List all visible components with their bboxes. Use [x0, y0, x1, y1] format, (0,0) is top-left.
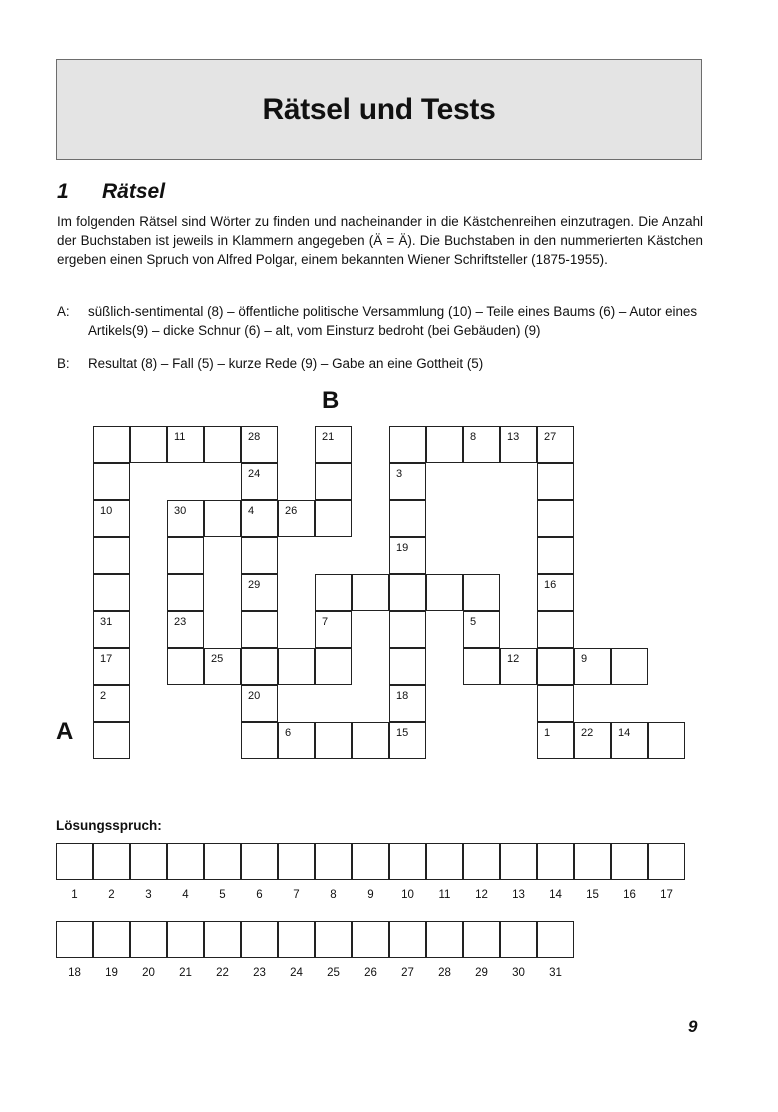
- crossword-cell[interactable]: [389, 722, 426, 759]
- crossword-cell[interactable]: [278, 722, 315, 759]
- page-title: Rätsel und Tests: [262, 92, 496, 126]
- crossword-cell[interactable]: [537, 463, 574, 500]
- solution-box[interactable]: [241, 843, 278, 880]
- crossword-cell[interactable]: [389, 463, 426, 500]
- crossword-cell[interactable]: [426, 574, 463, 611]
- crossword-cell[interactable]: [537, 648, 574, 685]
- crossword-cell[interactable]: [93, 722, 130, 759]
- cell-number: 3: [396, 468, 403, 480]
- crossword-cell[interactable]: [93, 426, 130, 463]
- solution-number: 3: [145, 889, 152, 901]
- solution-box[interactable]: [204, 843, 241, 880]
- solution-box[interactable]: [389, 921, 426, 958]
- crossword-cell[interactable]: [500, 426, 537, 463]
- crossword-cell[interactable]: [93, 574, 130, 611]
- intro-paragraph: Im folgenden Rätsel sind Wörter zu finden und nacheinander in die Kästchenreihen einzutragen. Die Anzahl der Buchstaben ist jeweils in Klammern angegeben (Ä = Ä). Die Buchstaben in den nummerierten Kästchen ergeben einen Spruch von Alfred Polgar, einem bekannten Wiener Schriftsteller (1875-1955).: [57, 214, 703, 267]
- solution-number: 25: [327, 967, 340, 979]
- solution-box[interactable]: [167, 843, 204, 880]
- solution-box[interactable]: [93, 921, 130, 958]
- crossword-cell[interactable]: [574, 648, 611, 685]
- crossword-cell[interactable]: [241, 537, 278, 574]
- crossword-cell[interactable]: [93, 685, 130, 722]
- clue-text: süßlich-sentimental (8) – öffentliche politische Versammlung (10) – Teile eines Baums (6) – Autor eines Artikels(9) – dicke Schnur (6) – alt, vom Einsturz bedroht (bei Gebäuden) (9): [88, 304, 698, 338]
- crossword-cell[interactable]: [389, 648, 426, 685]
- crossword-cell[interactable]: [537, 685, 574, 722]
- cell-number: 20: [248, 690, 261, 702]
- crossword-cell[interactable]: [315, 426, 352, 463]
- crossword-cell[interactable]: [352, 722, 389, 759]
- crossword-cell[interactable]: [241, 611, 278, 648]
- solution-box[interactable]: [426, 843, 463, 880]
- solution-box[interactable]: [537, 921, 574, 958]
- crossword-cell[interactable]: [611, 648, 648, 685]
- crossword-cell[interactable]: [389, 426, 426, 463]
- solution-box[interactable]: [278, 921, 315, 958]
- crossword-cell[interactable]: [241, 685, 278, 722]
- crossword-cell[interactable]: [167, 500, 204, 537]
- cell-number: 22: [581, 727, 594, 739]
- cell-number: 27: [544, 431, 557, 443]
- cell-number: 8: [470, 431, 477, 443]
- solution-box[interactable]: [315, 921, 352, 958]
- direction-label-a: A: [56, 718, 74, 745]
- solution-box[interactable]: [611, 843, 648, 880]
- crossword-cell[interactable]: [167, 648, 204, 685]
- solution-number: 29: [475, 967, 488, 979]
- solution-box[interactable]: [426, 921, 463, 958]
- crossword-cell[interactable]: [93, 537, 130, 574]
- crossword-cell[interactable]: [463, 611, 500, 648]
- solution-box[interactable]: [315, 843, 352, 880]
- solution-number: 13: [512, 889, 525, 901]
- crossword-cell[interactable]: [241, 648, 278, 685]
- solution-number: 17: [660, 889, 673, 901]
- solution-box[interactable]: [352, 921, 389, 958]
- solution-number: 4: [182, 889, 189, 901]
- crossword-cell[interactable]: [315, 463, 352, 500]
- section-number: 1: [57, 180, 69, 203]
- solution-number: 27: [401, 967, 414, 979]
- solution-number: 14: [549, 889, 562, 901]
- crossword-cell[interactable]: [426, 426, 463, 463]
- crossword-cell[interactable]: [648, 722, 685, 759]
- cell-number: 14: [618, 727, 631, 739]
- crossword-cell[interactable]: [241, 426, 278, 463]
- crossword-cell[interactable]: [315, 648, 352, 685]
- solution-box[interactable]: [167, 921, 204, 958]
- solution-number: 10: [401, 889, 414, 901]
- solution-box[interactable]: [389, 843, 426, 880]
- solution-box[interactable]: [93, 843, 130, 880]
- cell-number: 7: [322, 616, 329, 628]
- crossword-cell[interactable]: [463, 648, 500, 685]
- crossword-cell[interactable]: [167, 537, 204, 574]
- section-title: Rätsel: [102, 180, 166, 203]
- crossword-cell[interactable]: [278, 500, 315, 537]
- cell-number: 11: [174, 431, 186, 443]
- cell-number: 25: [211, 653, 224, 665]
- cell-number: 28: [248, 431, 261, 443]
- cell-number: 2: [100, 690, 107, 702]
- solution-box[interactable]: [500, 921, 537, 958]
- cell-number: 23: [174, 616, 187, 628]
- solution-box[interactable]: [241, 921, 278, 958]
- solution-box[interactable]: [130, 843, 167, 880]
- crossword-cell[interactable]: [315, 722, 352, 759]
- solution-number: 22: [216, 967, 229, 979]
- solution-number: 30: [512, 967, 525, 979]
- crossword-cell[interactable]: [241, 722, 278, 759]
- crossword-cell[interactable]: [204, 426, 241, 463]
- cell-number: 17: [100, 653, 113, 665]
- cell-number: 21: [322, 431, 335, 443]
- crossword-cell[interactable]: [389, 611, 426, 648]
- crossword-cell[interactable]: [93, 648, 130, 685]
- cell-number: 30: [174, 505, 187, 517]
- solution-title: Lösungsspruch:: [56, 818, 162, 833]
- crossword-cell[interactable]: [93, 500, 130, 537]
- solution-number: 2: [108, 889, 115, 901]
- crossword-cell[interactable]: [611, 722, 648, 759]
- crossword-cell[interactable]: [93, 611, 130, 648]
- cell-number: 26: [285, 505, 298, 517]
- solution-number: 28: [438, 967, 451, 979]
- crossword-cell[interactable]: [130, 426, 167, 463]
- clue-label: B:: [57, 356, 70, 371]
- cell-number: 18: [396, 690, 409, 702]
- solution-number: 5: [219, 889, 226, 901]
- crossword-cell[interactable]: [389, 537, 426, 574]
- cell-number: 5: [470, 616, 477, 628]
- solution-number: 21: [179, 967, 192, 979]
- crossword-cell[interactable]: [537, 537, 574, 574]
- title-box: [56, 59, 702, 160]
- crossword-cell[interactable]: [389, 685, 426, 722]
- crossword-cell[interactable]: [278, 648, 315, 685]
- solution-number: 9: [367, 889, 374, 901]
- solution-number: 7: [293, 889, 300, 901]
- solution-number: 31: [549, 967, 562, 979]
- crossword-cell[interactable]: [167, 611, 204, 648]
- cell-number: 24: [248, 468, 261, 480]
- solution-number: 1: [71, 889, 78, 901]
- cell-number: 19: [396, 542, 409, 554]
- cell-number: 13: [507, 431, 520, 443]
- solution-box[interactable]: [352, 843, 389, 880]
- crossword-cell[interactable]: [537, 574, 574, 611]
- cell-number: 1: [544, 727, 551, 739]
- solution-box[interactable]: [56, 921, 93, 958]
- solution-number: 19: [105, 967, 118, 979]
- solution-number: 12: [475, 889, 488, 901]
- crossword-cell[interactable]: [463, 574, 500, 611]
- solution-number: 23: [253, 967, 266, 979]
- crossword-cell[interactable]: [241, 574, 278, 611]
- cell-number: 4: [248, 505, 255, 517]
- solution-box[interactable]: [463, 843, 500, 880]
- solution-box[interactable]: [204, 921, 241, 958]
- crossword-cell[interactable]: [167, 426, 204, 463]
- cell-number: 15: [396, 727, 409, 739]
- crossword-cell[interactable]: [315, 500, 352, 537]
- crossword-cell[interactable]: [537, 500, 574, 537]
- crossword-cell[interactable]: [93, 463, 130, 500]
- crossword-cell[interactable]: [389, 500, 426, 537]
- crossword-cell[interactable]: [389, 574, 426, 611]
- solution-box[interactable]: [56, 843, 93, 880]
- crossword-cell[interactable]: [241, 500, 278, 537]
- section-heading: [57, 180, 165, 204]
- solution-number: 8: [330, 889, 337, 901]
- crossword-cell[interactable]: [315, 611, 352, 648]
- solution-number: 6: [256, 889, 263, 901]
- solution-box[interactable]: [463, 921, 500, 958]
- solution-number: 18: [68, 967, 81, 979]
- solution-number: 15: [586, 889, 599, 901]
- cell-number: 31: [100, 616, 113, 628]
- crossword-cell[interactable]: [463, 426, 500, 463]
- crossword-cell[interactable]: [500, 648, 537, 685]
- crossword-cell[interactable]: [167, 574, 204, 611]
- cell-number: 6: [285, 727, 292, 739]
- crossword-cell[interactable]: [537, 611, 574, 648]
- solution-number: 16: [623, 889, 636, 901]
- crossword-cell[interactable]: [537, 426, 574, 463]
- clue-label: A:: [57, 304, 70, 319]
- crossword-cell[interactable]: [537, 722, 574, 759]
- solution-box[interactable]: [278, 843, 315, 880]
- solution-number: 11: [438, 889, 451, 901]
- solution-number: 24: [290, 967, 303, 979]
- direction-label-b: B: [322, 387, 340, 414]
- cell-number: 12: [507, 653, 520, 665]
- solution-box[interactable]: [648, 843, 685, 880]
- solution-box[interactable]: [537, 843, 574, 880]
- solution-box[interactable]: [574, 843, 611, 880]
- crossword-cell[interactable]: [352, 574, 389, 611]
- cell-number: 10: [100, 505, 113, 517]
- cell-number: 29: [248, 579, 261, 591]
- solution-number: 26: [364, 967, 377, 979]
- solution-box[interactable]: [130, 921, 167, 958]
- crossword-cell[interactable]: [315, 574, 352, 611]
- page-number: 9: [688, 1017, 698, 1036]
- clue-text: Resultat (8) – Fall (5) – kurze Rede (9) – Gabe an eine Gottheit (5): [88, 356, 484, 371]
- solution-number: 20: [142, 967, 155, 979]
- cell-number: 16: [544, 579, 557, 591]
- crossword-cell[interactable]: [204, 500, 241, 537]
- crossword-cell[interactable]: [241, 463, 278, 500]
- crossword-cell[interactable]: [574, 722, 611, 759]
- crossword-cell[interactable]: [204, 648, 241, 685]
- solution-box[interactable]: [500, 843, 537, 880]
- cell-number: 9: [581, 653, 588, 665]
